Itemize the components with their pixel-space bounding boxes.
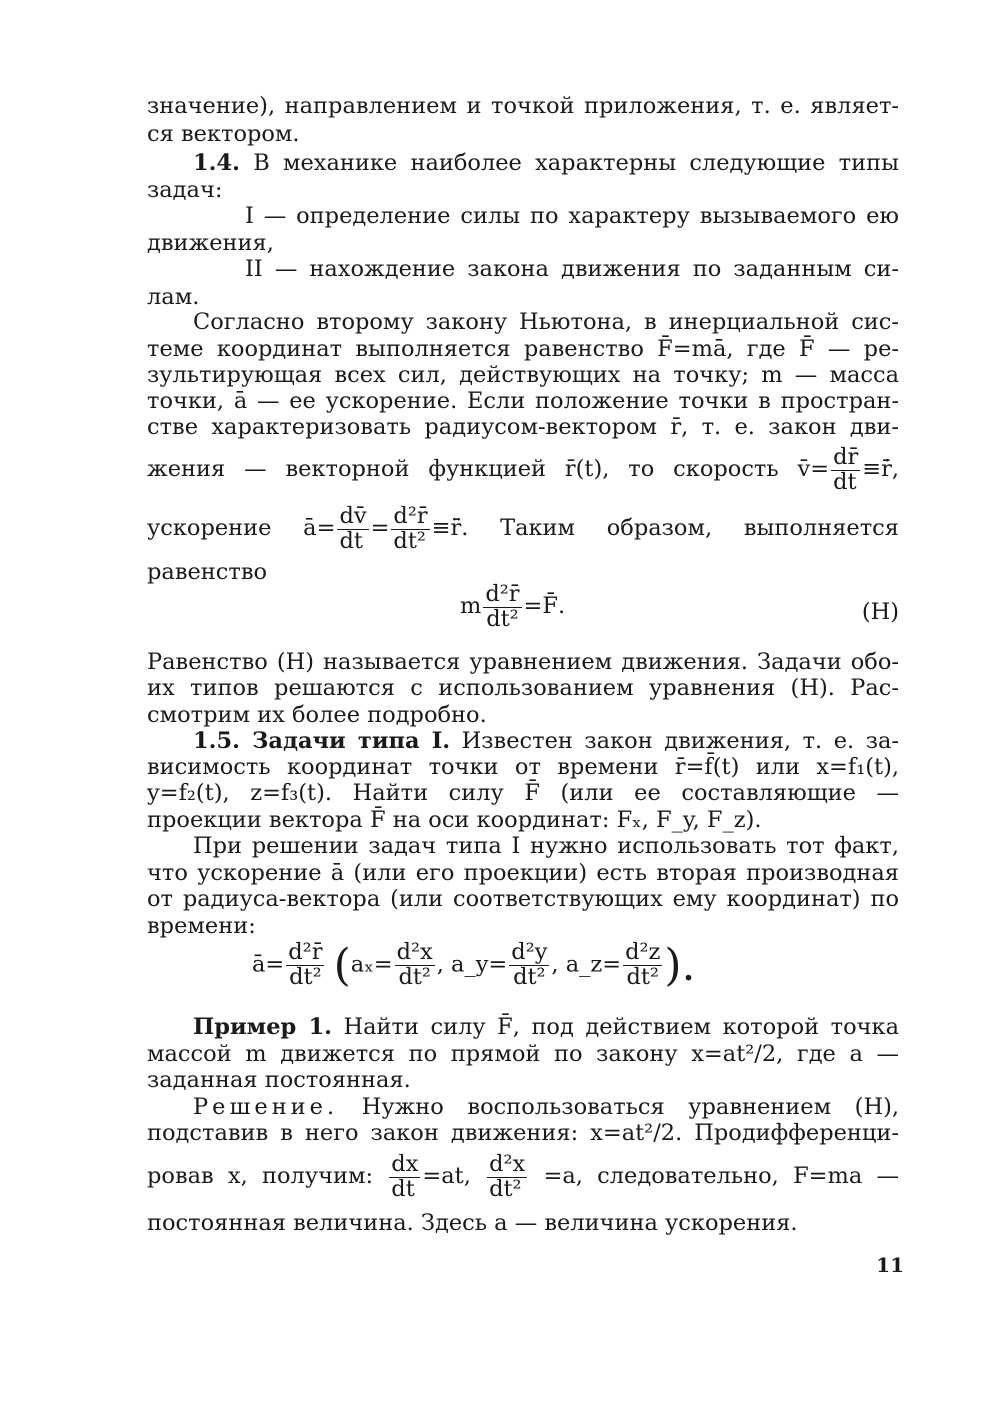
fraction: $\frac{\text{d²z}}{\text{dt²}}$: [625, 939, 661, 990]
equation-tag: (Н): [861, 599, 899, 625]
page-number: 11: [876, 1253, 904, 1277]
text-line: постоянная величина. Здесь a — величина ускорения.: [147, 1210, 798, 1236]
derivative-line: ровав x, получим: $\frac{dx}{dt}$ =at, $\frac{\text{d²x}}{\text{dt²}}$ =a, следовательно, F=ma —: [147, 1150, 900, 1202]
text-line: равенство: [147, 559, 268, 585]
text-line: При решении задач типа I нужно использовать тот факт,: [193, 833, 899, 859]
fraction: $\frac{dr̄}{dt}$: [833, 443, 859, 495]
fraction: $\frac{\text{d²r̄}}{\text{dt²}}$: [393, 502, 428, 554]
text-line: времени:: [147, 913, 256, 939]
text-line: лам.: [147, 284, 200, 310]
text-line: Согласно второму закону Ньютона, в инерциальной сис-: [193, 309, 899, 335]
text-line: от радиуса-вектора (или соответствующих ему координат) по: [147, 886, 899, 912]
section-1-5: 1.5. Задачи типа I. Известен закон движения, т. е. за-: [193, 728, 899, 754]
acceleration-equation: ā= $\frac{\text{d²r̄}}{\text{dt²}}$ (aₓ= $\frac{\text{d²x}}{\text{dt²}}$ , a_y= $\frac{\text{d²y}}{\text{dt²}}$ , a_z= $\frac{\text{d²z}}{\text{dt²}}$ ).: [252, 939, 696, 991]
text-line: движения,: [147, 230, 274, 256]
fraction: $\frac{\text{d²r̄}}{\text{dt²}}$: [288, 939, 323, 990]
fraction: $\frac{\text{d²r̄}}{\text{dt²}}$: [485, 581, 520, 632]
text-line: их типов решаются с использованием уравнения (Н). Рас-: [147, 675, 899, 701]
fraction: $\frac{dv̄}{dt}$: [339, 502, 367, 554]
text-line: теме координат выполняется равенство F̄=mā, где F̄ — ре-: [147, 336, 899, 362]
example-1: Пример 1. Найти силу F̄, под действием которой точка: [193, 1014, 899, 1040]
fraction: $\frac{dx}{dt}$: [391, 1150, 419, 1202]
text-line: зультирующая всех сил, действующих на точку; m — масса: [147, 362, 899, 388]
text-line: заданная постоянная.: [147, 1067, 411, 1093]
section-number: 1.4.: [193, 150, 240, 176]
text-line: значение), направлением и точкой приложения, т. е. являет-: [147, 93, 899, 119]
text-line: проекции вектора F̄ на оси координат: Fₓ, F_y, F_z).: [147, 807, 762, 833]
text-line: подставив в него закон движения: x=at²/2. Продифференци-: [147, 1120, 899, 1146]
text-line: что ускорение ā (или его проекции) есть вторая производная: [147, 860, 899, 886]
text-line: точки, ā — ее ускорение. Если положение точки в простран-: [147, 388, 899, 414]
text-line: Равенство (Н) называется уравнением движения. Задачи обо-: [147, 649, 899, 675]
text-line: стве характеризовать радиусом-вектором r̄, т. е. закон дви-: [147, 414, 899, 440]
text-line: висимость координат точки от времени r̄=f̄(t) или x=f₁(t),: [147, 754, 899, 780]
text-line: ся вектором.: [147, 121, 300, 147]
list-item-type-2: II — нахождение закона движения по заданным си-: [245, 256, 899, 282]
list-item-type-1: I — определение силы по характеру вызываемого ею: [245, 203, 899, 229]
text-line: смотрим их более подробно.: [147, 702, 487, 728]
text-line: массой m движется по прямой по закону x=at²/2, где a —: [147, 1041, 899, 1067]
text-line: задач:: [147, 177, 223, 203]
fraction: $\frac{\text{d²y}}{\text{dt²}}$: [511, 939, 548, 990]
fraction: $\frac{\text{d²x}}{\text{dt²}}$: [489, 1150, 526, 1202]
solution-label: Решение.: [193, 1094, 339, 1120]
equation-of-motion: m $\frac{\text{d²r̄}}{\text{dt²}}$ =F̄.: [460, 581, 566, 632]
example-label: Пример 1.: [193, 1014, 332, 1040]
acceleration-line: ускорение ā= $\frac{dv̄}{dt}$ = $\frac{\text{d²r̄}}{\text{dt²}}$ ≡r̄̈. Таким образом, выполняется: [147, 502, 899, 554]
fraction: $\frac{\text{d²x}}{\text{dt²}}$: [396, 939, 433, 990]
section-heading: 1.5. Задачи типа I.: [193, 728, 451, 754]
velocity-line: жения — векторной функцией r̄(t), то скорость v̄= $\frac{dr̄}{dt}$ ≡ṙ̄,: [147, 443, 899, 495]
solution: Решение. Нужно воспользоваться уравнением (Н),: [193, 1094, 900, 1120]
text-line: y=f₂(t), z=f₃(t). Найти силу F̄ (или ее составляющие —: [147, 780, 899, 806]
section-1-4: 1.4. В механике наиболее характерны следующие типы: [193, 150, 900, 176]
